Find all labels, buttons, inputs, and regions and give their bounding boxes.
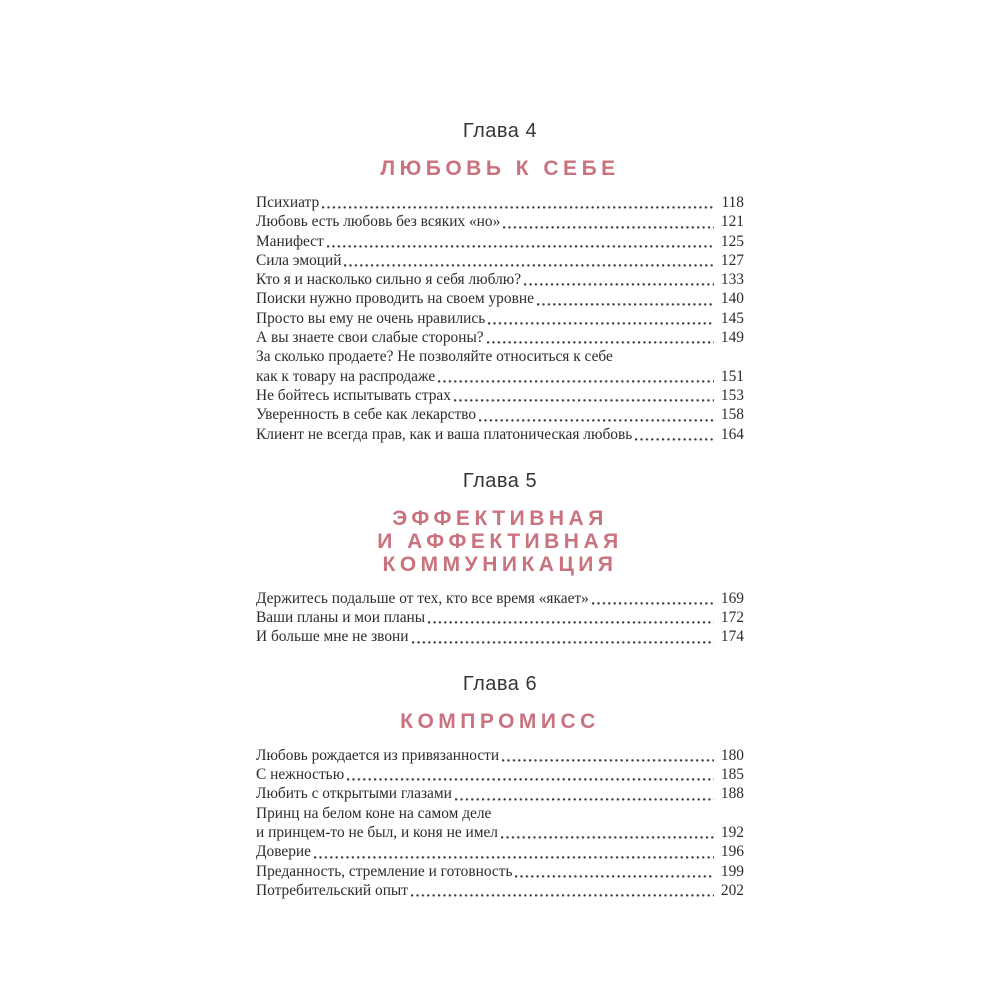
dot-leader — [341, 251, 716, 270]
toc-page-number: 202 — [720, 881, 744, 899]
toc-entries — [256, 589, 744, 647]
toc-entry-title: Уверенность в себе как лекарство — [256, 406, 477, 424]
toc-page-number: 174 — [720, 628, 744, 646]
toc-row — [256, 589, 744, 608]
dot-leader — [319, 193, 716, 212]
toc-entry-title: Ваши планы и мои планы — [256, 609, 426, 627]
toc-entries — [256, 193, 744, 444]
toc-row — [256, 765, 744, 784]
dot-leader — [311, 842, 716, 861]
toc-entry-title: Манифест — [256, 232, 324, 250]
toc-row — [256, 425, 744, 444]
toc-entry-title: И больше мне не звони — [256, 628, 409, 646]
toc-row — [256, 804, 744, 823]
toc-page-number: 164 — [720, 425, 744, 443]
toc-entry-title: Держитесь подальше от тех, кто все время «якает» — [256, 589, 589, 607]
dot-leader — [409, 627, 717, 646]
dot-leader — [498, 823, 716, 842]
toc-row — [256, 881, 744, 900]
toc-section — [256, 673, 744, 900]
toc-row — [256, 842, 744, 861]
dot-leader — [500, 212, 716, 231]
dot-leader — [632, 425, 716, 444]
toc-row — [256, 328, 744, 347]
section-title — [256, 157, 744, 180]
toc-entry-title: Поиски нужно проводить на своем уровне — [256, 290, 534, 308]
toc-page-number: 151 — [720, 367, 744, 385]
toc-page-number: 121 — [720, 213, 744, 231]
toc-row — [256, 270, 744, 289]
toc-entry-title: Клиент не всегда прав, как и ваша платоническая любовь — [256, 425, 633, 443]
toc-entry-title: Преданность, стремление и готовность — [256, 862, 513, 880]
toc-page-number: 118 — [721, 194, 744, 211]
section-title-line: И АФФЕКТИВНАЯ — [377, 529, 623, 553]
toc-entry-title: Просто вы ему не очень нравились — [256, 309, 486, 327]
toc-entry-title: Сила эмоций — [256, 251, 342, 269]
toc-row — [256, 212, 744, 231]
dot-leader — [344, 765, 716, 784]
toc-page-number: 153 — [720, 386, 744, 404]
section-title-line: КОММУНИКАЦИЯ — [382, 552, 618, 576]
toc-entry-title: Любовь рождается из привязанности — [256, 746, 500, 764]
toc-row — [256, 193, 744, 212]
chapter-heading: Глава 6 — [462, 672, 538, 695]
dot-leader — [512, 862, 716, 881]
dot-leader — [435, 367, 716, 386]
toc-row — [256, 251, 744, 270]
toc-entry-title: За сколько продаете? Не позволяйте относиться к себе — [256, 348, 613, 366]
toc-entry-title: С нежностью — [256, 766, 345, 784]
toc-entry-title: А вы знаете свои слабые стороны? — [256, 329, 484, 347]
toc-row — [256, 309, 744, 328]
toc-row — [256, 347, 744, 366]
dot-leader — [499, 746, 716, 765]
toc-page-number: 125 — [720, 232, 744, 250]
dot-leader — [521, 270, 716, 289]
toc-row — [256, 405, 744, 424]
dot-leader — [485, 309, 716, 328]
toc-entry-title: Принц на белом коне на самом деле — [256, 804, 492, 822]
dot-leader — [425, 608, 716, 627]
toc-page-number: 158 — [720, 406, 744, 424]
toc-row — [256, 608, 744, 627]
toc-entry-title: Любить с открытыми глазами — [256, 785, 452, 803]
section-title-line: КОМПРОМИСС — [400, 709, 600, 733]
toc-row — [256, 823, 744, 842]
toc-row — [256, 862, 744, 881]
toc-page-number: 180 — [720, 746, 744, 764]
toc-page-number: 140 — [720, 290, 744, 308]
toc-row — [256, 386, 744, 405]
toc-entry-title: Психиатр — [256, 194, 320, 211]
toc-entry-title: Доверие — [256, 843, 311, 861]
section-title — [256, 507, 744, 576]
toc-page-number: 199 — [720, 862, 744, 880]
toc-entry-title: как к товару на распродаже — [256, 367, 436, 385]
toc-row — [256, 627, 744, 646]
dot-leader — [452, 784, 716, 803]
toc-entry-title: и принцем-то не был, и коня не имел — [256, 823, 498, 841]
toc-page-number: 188 — [720, 785, 744, 803]
toc-row — [256, 367, 744, 386]
toc-page-number: 169 — [720, 589, 744, 607]
dot-leader — [534, 289, 716, 308]
toc-row — [256, 289, 744, 308]
toc-page-number: 196 — [720, 843, 744, 861]
toc-page-number: 149 — [720, 329, 744, 347]
section-title-line: ЛЮБОВЬ К СЕБЕ — [380, 157, 620, 180]
toc-entry-title: Любовь есть любовь без всяких «но» — [256, 213, 501, 231]
dot-leader — [408, 881, 716, 900]
toc-row — [256, 232, 744, 251]
toc-row — [256, 746, 744, 765]
dot-leader — [476, 405, 716, 424]
chapter-heading: Глава 5 — [462, 469, 538, 492]
section-title — [256, 710, 744, 733]
toc-entry-title: Не бойтесь испытывать страх — [256, 386, 451, 404]
toc-entries — [256, 746, 744, 900]
toc-page-number: 133 — [720, 271, 744, 289]
toc-section — [256, 470, 744, 647]
dot-leader — [589, 589, 716, 608]
dot-leader — [484, 328, 716, 347]
dot-leader — [451, 386, 716, 405]
toc-row — [256, 784, 744, 803]
toc-section — [256, 120, 744, 444]
toc-page-number: 127 — [720, 251, 744, 269]
dot-leader — [324, 232, 716, 251]
toc-page-number: 172 — [720, 609, 744, 627]
chapter-heading: Глава 4 — [462, 120, 538, 142]
section-title-line: ЭФФЕКТИВНАЯ — [392, 506, 608, 530]
toc-entry-title: Потребительский опыт — [256, 881, 408, 899]
toc-entry-title: Кто я и насколько сильно я себя люблю? — [256, 271, 522, 289]
toc-page-number: 145 — [720, 309, 744, 327]
toc-column — [256, 0, 744, 900]
toc-page-number: 185 — [720, 766, 744, 784]
toc-page-number: 192 — [720, 823, 744, 841]
